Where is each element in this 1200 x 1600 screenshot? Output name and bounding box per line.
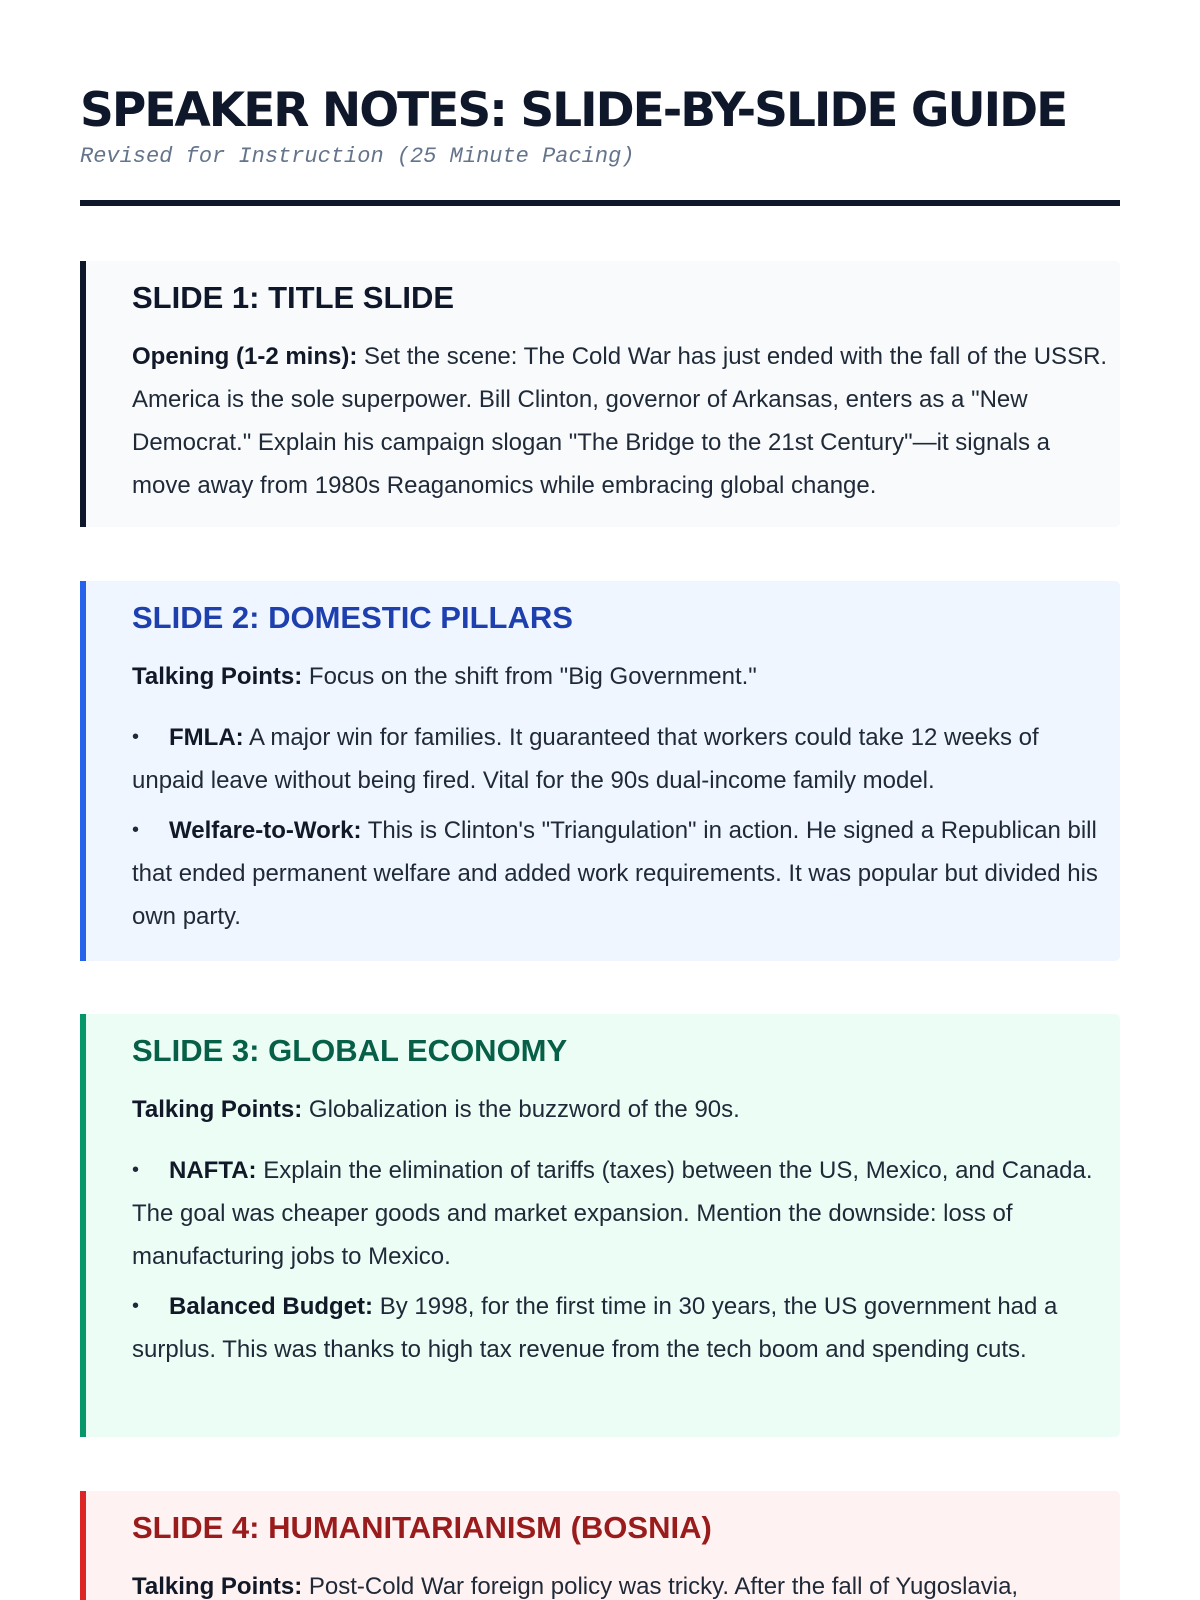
bullet-text: Explain the elimination of tariffs (taxes) between the US, Mexico, and Canada. The goal was cheaper goods and market expansion. Mention the downside: loss of manufacturing jobs to Mexico. xyxy=(132,1157,1093,1270)
document-subtitle: Revised for Instruction (25 Minute Pacing) xyxy=(80,144,635,169)
intro-label: Opening (1-2 mins): xyxy=(132,343,358,370)
intro-label: Talking Points: xyxy=(132,1096,303,1123)
slide-intro xyxy=(132,335,1110,507)
bullet-label: NAFTA: xyxy=(169,1157,257,1184)
slide-section-1 xyxy=(80,261,1120,527)
bullet-item xyxy=(132,716,1110,802)
intro-label: Talking Points: xyxy=(132,663,303,690)
document-header xyxy=(80,0,1120,206)
slide-section-3 xyxy=(80,1014,1120,1437)
slide-heading: SLIDE 4: HUMANITARIANISM (BOSNIA) xyxy=(132,1510,712,1545)
bullet-item xyxy=(132,809,1110,938)
bullet-label: Welfare-to-Work: xyxy=(169,817,362,844)
intro-text: Set the scene: The Cold War has just ended with the fall of the USSR. America is the sole superpower. Bill Clinton, governor of Arkansas, enters as a "New Democrat." Explain his campaign slogan "The Bridge to the 21st Century"—it signals a move away from 1980s Reaganomics while embracing global change. xyxy=(132,343,1108,499)
slide-heading: SLIDE 1: TITLE SLIDE xyxy=(132,280,455,315)
bullet-dot-icon: • xyxy=(132,1295,140,1317)
slide-heading: SLIDE 3: GLOBAL ECONOMY xyxy=(132,1033,568,1068)
slide-heading: SLIDE 2: DOMESTIC PILLARS xyxy=(132,600,573,635)
bullet-dot-icon: • xyxy=(132,1159,140,1181)
document-title: SPEAKER NOTES: SLIDE-BY-SLIDE GUIDE xyxy=(80,83,1067,138)
intro-label: Talking Points: xyxy=(132,1573,303,1600)
slide-section-4 xyxy=(80,1491,1120,1600)
bullet-text: A major win for families. It guaranteed that workers could take 12 weeks of unpaid leave without being fired. Vital for the 90s dual-income family model. xyxy=(132,724,1039,794)
slide-intro xyxy=(132,655,1110,698)
bullet-text: By 1998, for the first time in 30 years, the US government had a surplus. This was thanks to high tax revenue from the tech boom and spending cuts. xyxy=(132,1293,1058,1363)
bullet-item xyxy=(132,1149,1110,1278)
bullet-list xyxy=(132,716,1110,938)
slide-intro xyxy=(132,1088,1110,1131)
bullet-list xyxy=(132,1149,1110,1371)
slide-section-2 xyxy=(80,581,1120,961)
header-divider xyxy=(80,200,1120,206)
intro-text: Globalization is the buzzword of the 90s. xyxy=(302,1096,740,1123)
intro-text: Post-Cold War foreign policy was tricky. After the fall of Yugoslavia, xyxy=(302,1573,1019,1600)
slide-intro xyxy=(132,1565,1110,1600)
bullet-label: Balanced Budget: xyxy=(169,1293,374,1320)
bullet-dot-icon: • xyxy=(132,819,140,841)
intro-text: Focus on the shift from "Big Government." xyxy=(302,663,757,690)
bullet-label: FMLA: xyxy=(169,724,244,751)
bullet-text: This is Clinton's "Triangulation" in action. He signed a Republican bill that ended permanent welfare and added work requirements. It was popular but divided his own party. xyxy=(132,817,1098,930)
bullet-dot-icon: • xyxy=(132,726,140,748)
bullet-item xyxy=(132,1285,1110,1371)
